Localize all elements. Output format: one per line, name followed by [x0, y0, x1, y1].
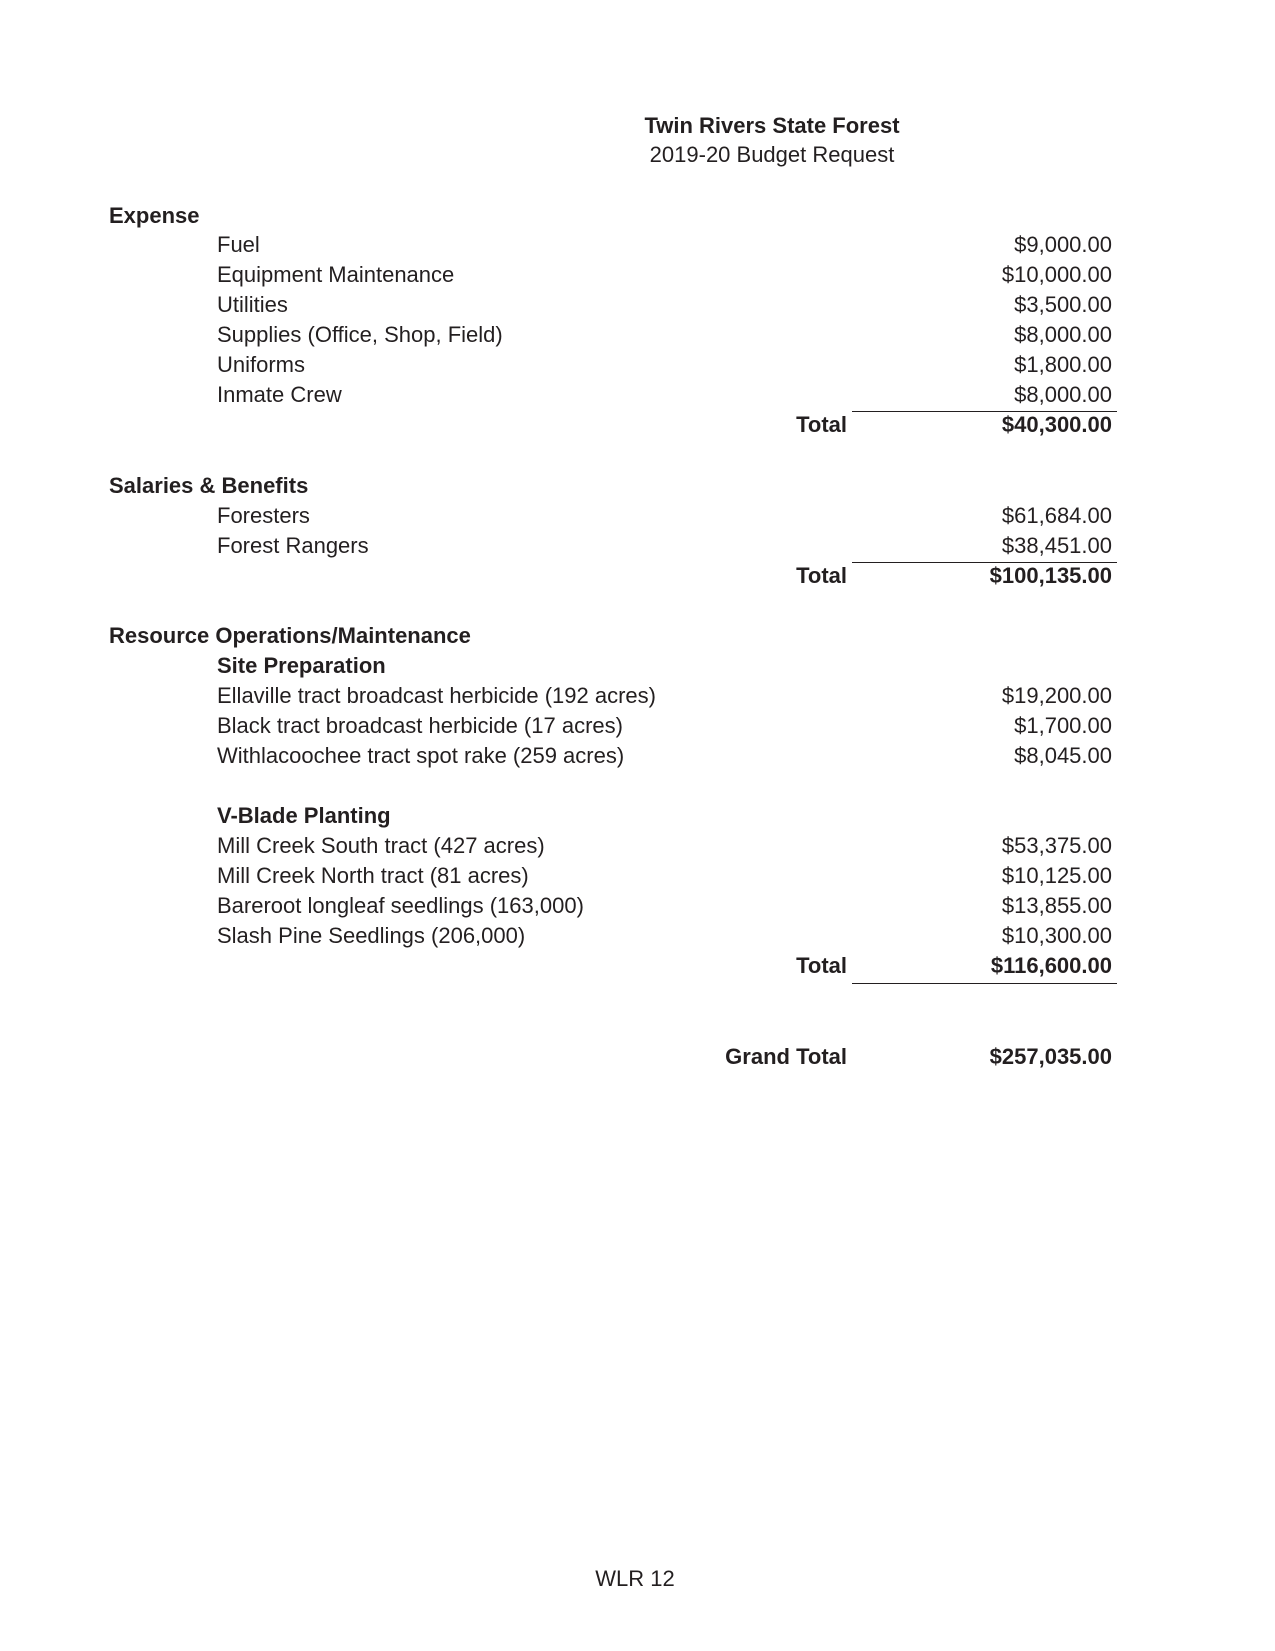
- line-item-amount: $61,684.00: [1001, 503, 1112, 528]
- table-row: [0, 831, 1275, 861]
- line-item-amount: $1,700.00: [1014, 713, 1112, 738]
- table-row: [0, 260, 1275, 290]
- line-item-label: Foresters: [217, 503, 310, 528]
- expense-heading-row: [0, 201, 1275, 231]
- line-item-label: Forest Rangers: [217, 533, 369, 558]
- line-item-amount: $10,300.00: [1001, 923, 1112, 948]
- table-row: [0, 380, 1275, 410]
- expense-total-amount: $40,300.00: [1001, 412, 1112, 437]
- line-item-label: Slash Pine Seedlings (206,000): [217, 923, 526, 948]
- line-item-amount: $8,045.00: [1014, 743, 1112, 768]
- salaries-total-row: [0, 561, 1275, 591]
- line-item-amount: $10,125.00: [1001, 863, 1112, 888]
- table-row: [0, 501, 1275, 531]
- line-item-label: Black tract broadcast herbicide (17 acres): [217, 713, 623, 738]
- line-item-amount: $3,500.00: [1014, 292, 1112, 317]
- grand-total-label: Grand Total: [725, 1044, 847, 1069]
- table-row: [0, 921, 1275, 951]
- table-row: [0, 230, 1275, 260]
- salaries-total-amount: $100,135.00: [989, 563, 1112, 588]
- page-footer-label: WLR 12: [595, 1566, 675, 1591]
- table-row: [0, 741, 1275, 771]
- line-item-amount: $9,000.00: [1014, 232, 1112, 257]
- expense-total-row: [0, 410, 1275, 440]
- line-item-amount: $53,375.00: [1001, 833, 1112, 858]
- document-subtitle: 2019-20 Budget Request: [649, 142, 895, 167]
- total-label: Total: [796, 412, 847, 437]
- line-item-label: Mill Creek North tract (81 acres): [217, 863, 529, 888]
- resource-total-amount: $116,600.00: [990, 953, 1112, 978]
- line-item-amount: $8,000.00: [1014, 382, 1112, 407]
- total-label: Total: [796, 563, 847, 588]
- document-title: Twin Rivers State Forest: [644, 113, 900, 138]
- line-item-amount: $38,451.00: [1001, 533, 1112, 558]
- table-row: [0, 290, 1275, 320]
- line-item-amount: $19,200.00: [1001, 683, 1112, 708]
- line-item-label: Mill Creek South tract (427 acres): [217, 833, 545, 858]
- subtotal-underline: [852, 983, 1117, 984]
- resource-heading-row: [0, 621, 1275, 651]
- line-item-label: Ellaville tract broadcast herbicide (192 acres): [217, 683, 656, 708]
- line-item-amount: $1,800.00: [1014, 352, 1112, 377]
- site-prep-heading: Site Preparation: [217, 653, 386, 678]
- table-row: [0, 320, 1275, 350]
- line-item-label: Utilities: [217, 292, 288, 317]
- resource-heading: Resource Operations/Maintenance: [109, 623, 471, 648]
- table-row: [0, 350, 1275, 380]
- site-prep-heading-row: [0, 651, 1275, 681]
- salaries-heading: Salaries & Benefits: [109, 473, 309, 498]
- vblade-heading-row: [0, 801, 1275, 831]
- line-item-label: Uniforms: [217, 352, 306, 377]
- table-row: [0, 861, 1275, 891]
- table-row: [0, 891, 1275, 921]
- table-row: [0, 681, 1275, 711]
- salaries-heading-row: [0, 471, 1275, 501]
- line-item-amount: $13,855.00: [1001, 893, 1112, 918]
- resource-total-row: [0, 951, 1275, 981]
- total-label: Total: [796, 953, 847, 978]
- grand-total-row: [0, 1042, 1275, 1072]
- line-item-label: Inmate Crew: [217, 382, 342, 407]
- expense-heading: Expense: [109, 203, 200, 228]
- line-item-label: Withlacoochee tract spot rake (259 acres): [217, 743, 625, 768]
- table-row: [0, 711, 1275, 741]
- line-item-label: Supplies (Office, Shop, Field): [217, 322, 503, 347]
- table-row: [0, 531, 1275, 561]
- line-item-label: Fuel: [217, 232, 260, 257]
- line-item-label: Equipment Maintenance: [217, 262, 455, 287]
- line-item-label: Bareroot longleaf seedlings (163,000): [217, 893, 584, 918]
- grand-total-amount: $257,035.00: [989, 1044, 1112, 1069]
- line-item-amount: $10,000.00: [1001, 262, 1112, 287]
- vblade-heading: V-Blade Planting: [217, 803, 391, 828]
- line-item-amount: $8,000.00: [1014, 322, 1112, 347]
